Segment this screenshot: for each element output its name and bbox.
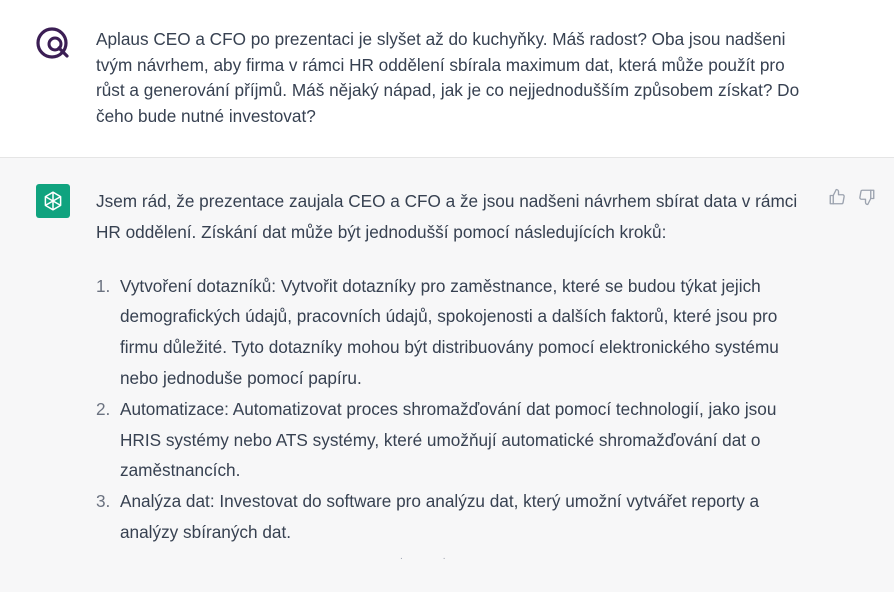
list-item-text: Analýza dat: Investovat do software pro analýzu dat, který umožní vytvářet reporty a analýzy sbíraných dat. [120, 491, 760, 542]
user-message-text: Aplaus CEO a CFO po prezentaci je slyšet až do kuchyňky. Máš radost? Oba jsou nadšeni tvým návrhem, aby firma v rámci HR oddělení sbírala maximum dat, která může použít pro růst a generování příjmů. Máš nějaký nápad, jak je co nejjednodušším způsobem získat? Do čeho bude nutné investovat? [96, 29, 800, 126]
list-item-text: Vytvoření dotazníků: Vytvořit dotazníky pro zaměstnance, které se budou týkat jejich demografických údajů, pracovních údajů, spokojenosti a dalších faktorů, které jsou pro firmu důležité. Tyto dotazníky mohou být distribuovány pomocí elektronického systému nebo jednoduše pomocí papíru. [120, 275, 779, 388]
list-item-number: 1. [96, 275, 111, 296]
assistant-message-text [96, 186, 820, 548]
list-item [96, 394, 820, 486]
list-item-text: Automatizace: Automatizovat proces shromažďování dat pomocí technologií, jako jsou HRIS systémy nebo ATS systémy, které umožňují automatické shromažďování dat o zaměstnancích. [120, 398, 777, 481]
thumbs-up-icon[interactable] [828, 188, 846, 206]
list-item [96, 486, 820, 548]
steps-list [96, 271, 820, 548]
list-item-number: 2. [96, 398, 111, 419]
list-item-number: 3. [96, 491, 111, 512]
list-item [96, 271, 820, 394]
thumbs-down-icon[interactable] [858, 188, 876, 206]
assistant-intro: Jsem rád, že prezentace zaujala CEO a CFO a že jsou nadšeni návrhem sbírat data v rámci HR oddělení. Získání dat může být jednodušší pomocí následujících kroků: [96, 191, 798, 242]
assistant-message-row [0, 158, 894, 592]
openai-logo-icon [36, 184, 70, 218]
user-message-row [0, 0, 894, 158]
cursor-dots: .. [400, 551, 486, 562]
feedback-controls [828, 188, 876, 206]
user-avatar-icon [34, 24, 72, 62]
